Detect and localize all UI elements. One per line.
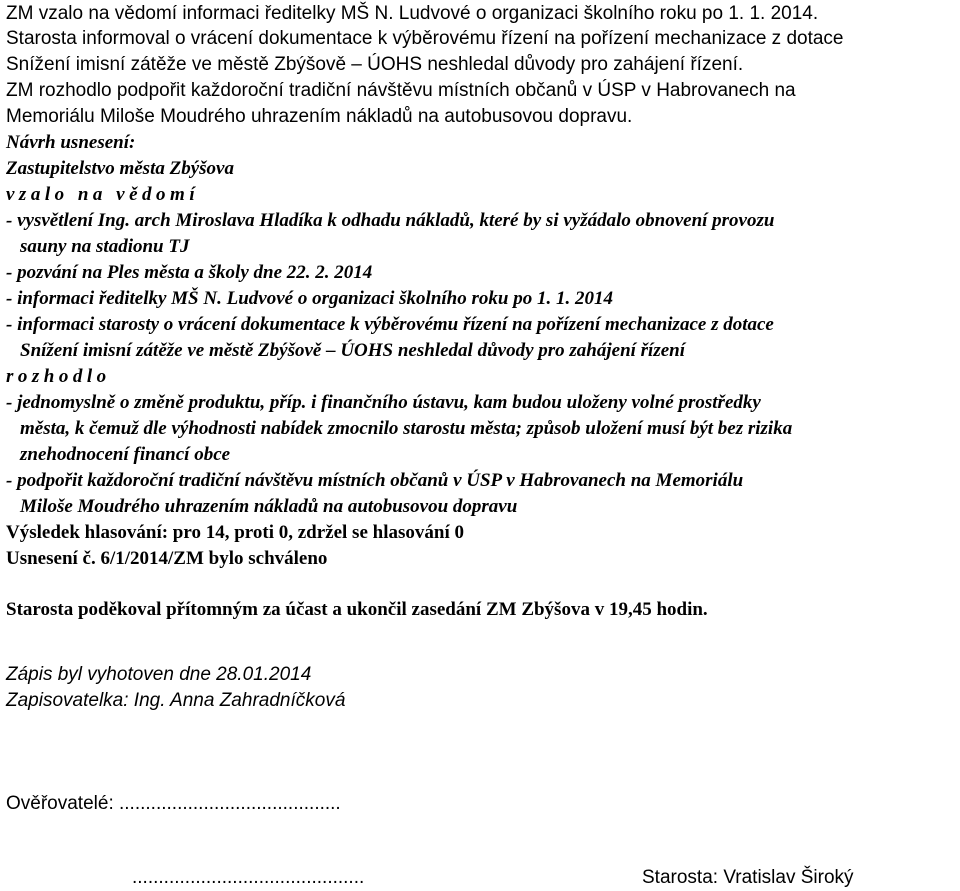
acknowledges-label: vzalo na vědomí (6, 184, 200, 205)
decides-label: rozhodlo (6, 366, 111, 387)
report-line: Memoriálu Miloše Moudrého uhrazením nákladů na autobusovou dopravu. (6, 106, 633, 127)
acknowledged-item: - vysvětlení Ing. arch Miroslava Hladíka k odhadu nákladů, které by si vyžádalo obnovení provozu (6, 210, 775, 231)
resolution-number: Usnesení č. 6/1/2014/ZM bylo schváleno (6, 548, 328, 569)
report-line: Snížení imisní zátěže ve městě Zbýšově – ÚOHS neshledal důvody pro zahájení řízení. (6, 54, 744, 75)
report-line: Starosta informoval o vrácení dokumentace k výběrovému řízení na pořízení mechanizace z dotace (6, 28, 844, 49)
verifiers-signature-line: Ověřovatelé: .......................................... (6, 793, 341, 814)
acknowledged-item-continued: sauny na stadionu TJ (20, 236, 190, 257)
resolution-heading: Návrh usnesení: (6, 132, 136, 153)
acknowledged-item: - pozvání na Ples města a školy dne 22. 2. 2014 (6, 262, 373, 283)
report-line: ZM vzalo na vědomí informaci ředitelky MŠ N. Ludvové o organizaci školního roku po 1. 1. 2014. (6, 3, 819, 24)
acknowledged-item: - informaci starosty o vrácení dokumentace k výběrovému řízení na pořízení mechanizace z dotace (6, 314, 774, 335)
vote-result: Výsledek hlasování: pro 14, proti 0, zdržel se hlasování 0 (6, 522, 464, 543)
mayor-signature: Starosta: Vratislav Široký (642, 867, 854, 888)
report-line: ZM rozhodlo podpořit každoroční tradiční návštěvu místních občanů v ÚSP v Habrovanech na (6, 80, 796, 101)
decided-item-continued: znehodnocení financí obce (20, 444, 231, 465)
acknowledged-item-continued: Snížení imisní zátěže ve městě Zbýšově – ÚOHS neshledal důvody pro zahájení řízení (20, 340, 686, 361)
decided-item: - jednomyslně o změně produktu, příp. i finančního ústavu, kam budou uloženy volné prostředky (6, 392, 761, 413)
decided-item-continued: Miloše Moudrého uhrazením nákladů na autobusovou dopravu (20, 496, 518, 517)
written-on: Zápis byl vyhotoven dne 28.01.2014 (6, 664, 312, 685)
signature-dots: ............................................ (132, 867, 365, 888)
resolution-body: Zastupitelstvo města Zbýšova (6, 158, 234, 179)
acknowledged-item: - informaci ředitelky MŠ N. Ludvové o organizaci školního roku po 1. 1. 2014 (6, 288, 613, 309)
recorder: Zapisovatelka: Ing. Anna Zahradníčková (6, 690, 346, 711)
closing-statement: Starosta poděkoval přítomným za účast a ukončil zasedání ZM Zbýšova v 19,45 hodin. (6, 599, 708, 620)
decided-item-continued: města, k čemuž dle výhodnosti nabídek zmocnilo starostu města; způsob uložení musí být bez rizika (20, 418, 793, 439)
decided-item: - podpořit každoroční tradiční návštěvu místních občanů v ÚSP v Habrovanech na Memoriálu (6, 470, 744, 491)
